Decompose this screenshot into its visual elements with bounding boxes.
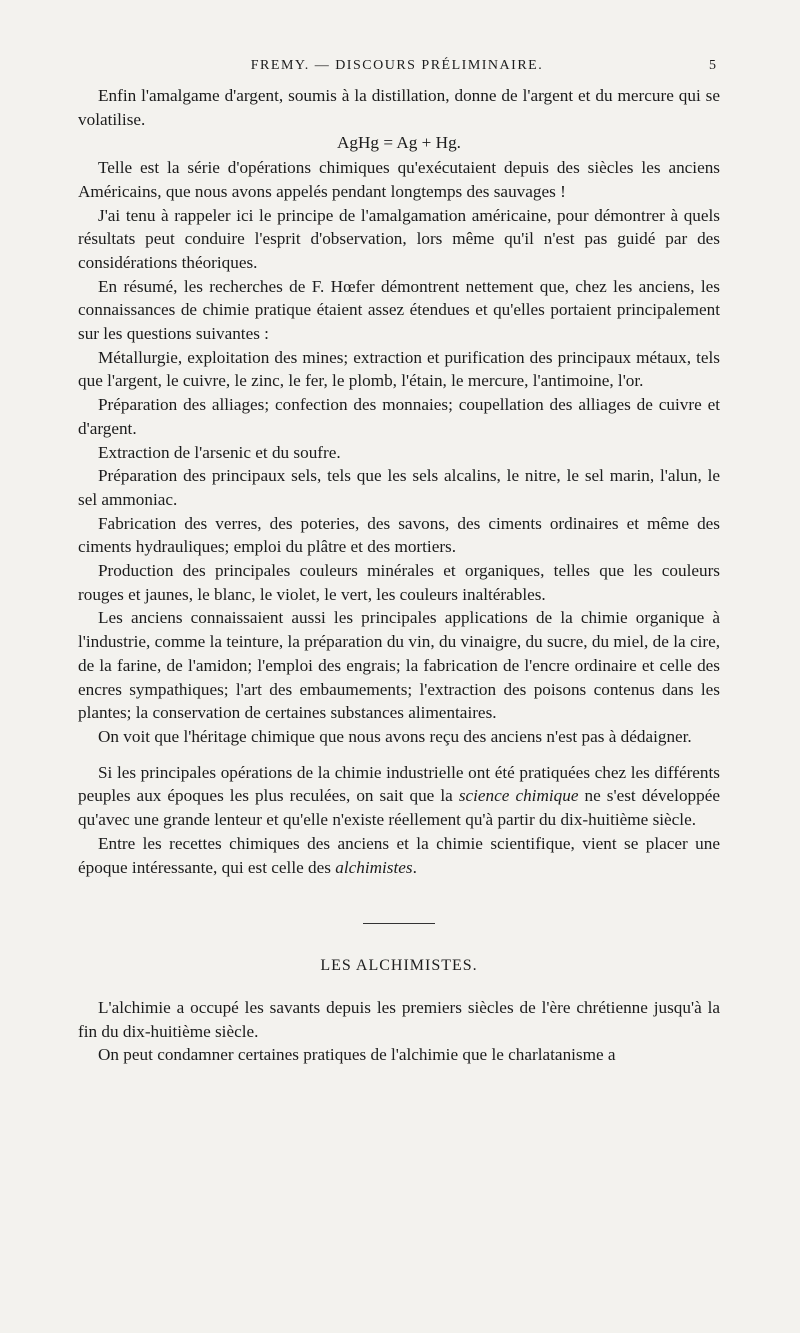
page-number: 5	[709, 58, 716, 73]
paragraph-colours: Production des principales couleurs minérales et organiques, telles que les couleurs rouges et jaunes, le blanc, le violet, le vert, les couleurs inaltérables.	[78, 561, 720, 604]
paragraph-distillation: Enfin l'amalgame d'argent, soumis à la distillation, donne de l'argent et du mercure qui se volatilise.	[78, 86, 720, 129]
paragraph-americans: Telle est la série d'opérations chimiques qu'exécutaient depuis des siècles les anciens Américains, que nous avons appelés pendant longtemps des sauvages !	[78, 158, 720, 201]
chemical-formula: AgHg = Ag + Hg.	[337, 133, 461, 153]
paragraph-glass: Fabrication des verres, des poteries, des savons, des ciments ordinaires et même des ciments hydrauliques; emploi du plâtre et des mortiers.	[78, 513, 720, 557]
paragraph-metallurgy: Métallurgie, exploitation des mines; extraction et purification des principaux métaux, tels que l'argent, le cuivre, le zinc, le fer, le plomb, l'étain, le mercure, l'antimoine, l'or.	[78, 347, 720, 391]
paragraph-summary: En résumé, les recherches de F. Hœfer démontrent nettement que, chez les anciens, les connaissances de chimie pratique étaient assez étendues et qu'elles portaient principalement sur les questions suivantes :	[78, 276, 720, 344]
running-head: FREMY. — DISCOURS PRÉLIMINAIRE.	[250, 58, 544, 73]
paragraph-alchemists-intro	[78, 832, 720, 879]
text-segment: Si les principales opérations de la chimie industrielle ont été pratiquées chez les différents peuples aux époques les plus reculées, on sait que la	[78, 762, 720, 806]
section-divider	[363, 923, 435, 924]
paragraph-charlatanism: On peut condamner certaines pratiques de l'alchimie que le charlatanisme a	[98, 1045, 616, 1065]
paragraph-alchemy-period: L'alchimie a occupé les savants depuis les premiers siècles de l'ère chrétienne jusqu'à la fin du dix-huitième siècle.	[78, 997, 720, 1041]
paragraph-salts: Préparation des principaux sels, tels que les sels alcalins, le nitre, le sel marin, l'alun, le sel ammoniac.	[78, 466, 720, 509]
body-text	[78, 84, 720, 1067]
emphasis-science-chimique: science chimique	[458, 786, 579, 806]
text-segment: ne s'est développée qu'avec une grande lenteur et qu'elle n'existe réellement qu'à partir du dix-huitième siècle.	[78, 786, 720, 830]
paragraph-alloys: Préparation des alliages; confection des monnaies; coupellation des alliages de cuivre et d'argent.	[78, 395, 720, 438]
emphasis-alchimistes: alchimistes	[335, 857, 413, 877]
text-segment: Entre les recettes chimiques des anciens et la chimie scientifique, vient se placer une époque intéressante, qui est celle des	[78, 833, 720, 877]
paragraph-science	[78, 761, 720, 832]
paragraph-heritage: On voit que l'héritage chimique que nous avons reçu des anciens n'est pas à dédaigner.	[98, 726, 692, 746]
section-title: LES ALCHIMISTES.	[320, 957, 478, 975]
text-segment: .	[412, 857, 417, 877]
paragraph-amalgamation: J'ai tenu à rappeler ici le principe de l'amalgamation américaine, pour démontrer à quels résultats peut conduire l'esprit d'observation, lors même qu'il n'est pas guidé par des considérations théoriques.	[78, 205, 720, 272]
paragraph-organic: Les anciens connaissaient aussi les principales applications de la chimie organique à l'industrie, comme la teinture, la préparation du vin, du vinaigre, du sucre, du miel, de la cire, de la farine, de l'amidon; l'emploi des engrais; la fabrication de l'encre ordinaire et celle des encres sympathiques; l'art des embaumements; l'extraction des poisons contenus dans les plantes; la conservation de certaines substances alimentaires.	[78, 608, 720, 723]
paragraph-arsenic: Extraction de l'arsenic et du soufre.	[98, 442, 341, 462]
